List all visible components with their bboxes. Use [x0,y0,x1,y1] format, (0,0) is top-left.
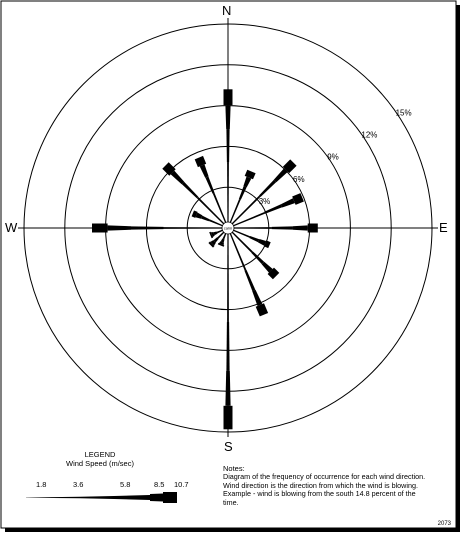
ray-tip [224,89,233,105]
legend-bar-seg-4 [150,494,163,502]
figure-number: 2073 [437,521,451,527]
ring-label: 15% [395,108,412,118]
legend-bar-tip [163,492,177,503]
ray-tip [224,406,233,430]
legend-speed-tick: 1.8 [36,480,47,489]
legend-speed-tick: 10.7 [174,480,189,489]
ray-segment [226,129,229,162]
ray-tip [308,224,318,233]
compass-label-north: N [222,3,232,18]
legend-speed-tick: 8.5 [154,480,165,489]
ring-label: 12% [361,130,378,140]
ray-segment [225,105,230,129]
ray-tip [92,224,108,233]
legend-subtitle: Wind Speed (m/sec) [66,459,134,468]
compass-label-west: W [5,220,18,235]
compass-label-east: E [439,220,448,235]
notes-title: Notes: [223,464,245,473]
ray-segment [293,225,308,230]
compass-label-south: S [224,439,233,454]
notes-text: Diagram of the frequency of occurrence for each wind direction. Wind direction is the direction from which the wind is blowing. Example - wind is blowing from the south 14.8 percent of the time. [223,472,426,507]
legend-title: LEGEND [84,450,116,459]
ray-segment [225,371,230,406]
ring-label: 6% [293,174,305,184]
legend-speed-tick: 3.6 [73,480,84,489]
ray-segment [164,227,223,229]
ray-segment [272,226,293,229]
ray-segment [131,226,164,229]
ray-segment [108,225,131,230]
ray-segment [227,234,229,322]
ring-label: 3% [258,197,271,207]
ray-segment [234,227,272,229]
ring-label: 9% [327,152,339,162]
legend-speed-tick: 5.8 [120,480,131,489]
center-label: calm [223,225,233,231]
ray-segment [227,162,229,222]
ray-segment [226,322,229,371]
